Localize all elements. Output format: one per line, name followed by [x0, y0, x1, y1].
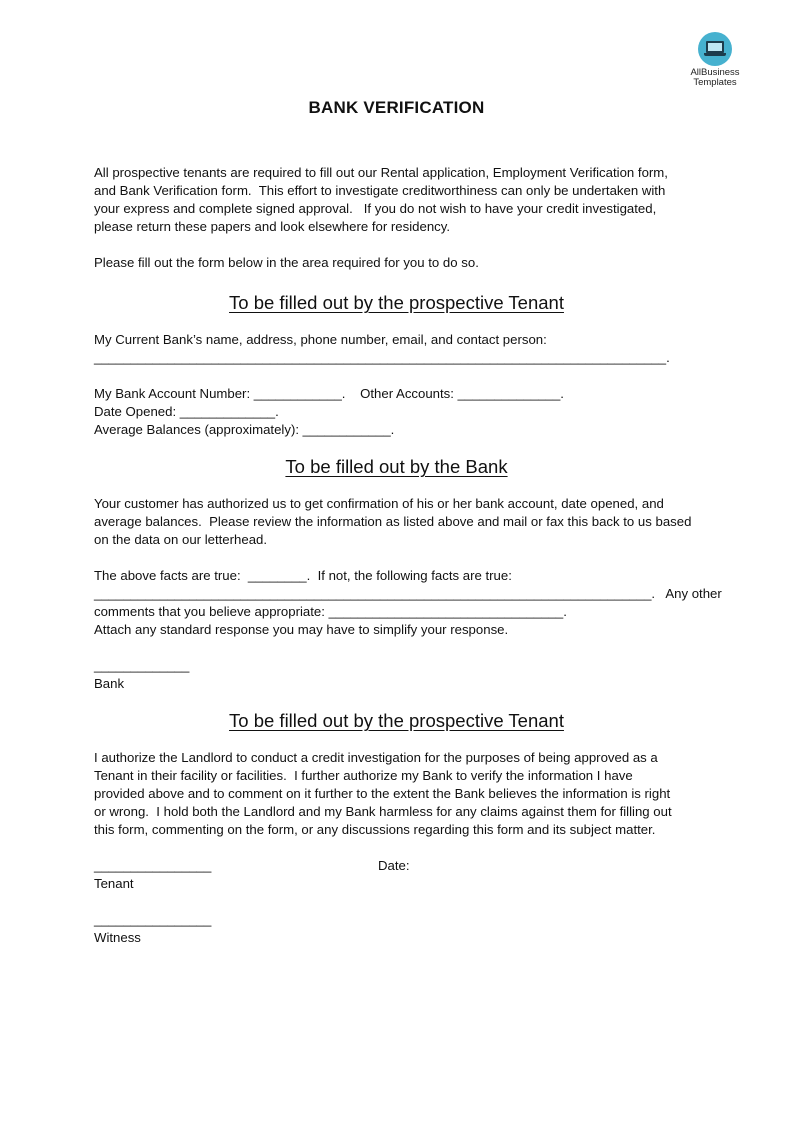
- instruction-text: Please fill out the form below in the area required for you to do so.: [94, 255, 479, 270]
- date-label: Date:: [378, 858, 410, 873]
- average-balance-field[interactable]: Average Balances (approximately): ____________.: [94, 422, 395, 437]
- bank-section-heading: To be filled out by the Bank: [285, 456, 508, 477]
- date-opened-field[interactable]: Date Opened: _____________.: [94, 404, 279, 419]
- document-body: [94, 164, 722, 947]
- authorization-paragraph: [94, 749, 699, 839]
- tenant-signature-row: [94, 857, 699, 875]
- bank-signature-label: Bank: [94, 676, 125, 691]
- comments-field[interactable]: comments that you believe appropriate: ________________________________.: [94, 604, 567, 619]
- facts-correction-field[interactable]: ____________________________________________________________________________. Any other: [94, 586, 722, 601]
- intro-line: and Bank Verification form. This effort to investigate creditworthiness can only be undertaken with: [94, 183, 666, 198]
- bank-text-line: Your customer has authorized us to get confirmation of his or her bank account, date opened, and: [94, 496, 664, 511]
- authorization-text-line: or wrong. I hold both the Landlord and my Bank harmless for any claims against them for filling out: [94, 804, 672, 819]
- authorization-text-line: I authorize the Landlord to conduct a credit investigation for the purposes of being approved as a: [94, 750, 658, 765]
- bank-section-paragraph: [94, 495, 699, 549]
- authorization-section-heading: To be filled out by the prospective Tenant: [229, 710, 564, 731]
- tenant-signature-field[interactable]: ________________: [94, 858, 212, 873]
- logo-line-2: Templates: [693, 77, 737, 88]
- facts-true-field[interactable]: The above facts are true: ________. If not, the following facts are true:: [94, 568, 512, 583]
- intro-line: your express and complete signed approval. If you do not wish to have your credit investigated,: [94, 201, 657, 216]
- bank-signature-field[interactable]: _____________: [94, 658, 190, 673]
- attach-response-note: Attach any standard response you may have to simplify your response.: [94, 622, 509, 637]
- bank-info-field[interactable]: ______________________________________________________________________________.: [94, 350, 670, 365]
- witness-signature-label: Witness: [94, 930, 141, 945]
- bank-info-label: My Current Bank’s name, address, phone number, email, and contact person:: [94, 332, 547, 347]
- intro-paragraph: [94, 164, 699, 236]
- bank-text-line: average balances. Please review the information as listed above and mail or fax this back to us based: [94, 514, 692, 529]
- logo-line-1: AllBusiness: [690, 67, 740, 78]
- account-number-field[interactable]: My Bank Account Number: ____________. Other Accounts: ______________.: [94, 386, 564, 401]
- document-title: BANK VERIFICATION: [308, 98, 485, 117]
- laptop-icon: [698, 32, 732, 66]
- bank-text-line: on the data on our letterhead.: [94, 532, 268, 547]
- authorization-text-line: this form, commenting on the form, or any discussions regarding this form and its subject matter.: [94, 822, 656, 837]
- intro-line: All prospective tenants are required to fill out our Rental application, Employment Verification form,: [94, 165, 668, 180]
- logo-text: [684, 68, 746, 88]
- intro-line: please return these papers and look elsewhere for residency.: [94, 219, 451, 234]
- witness-signature-field[interactable]: ________________: [94, 912, 212, 927]
- authorization-text-line: Tenant in their facility or facilities. I further authorize my Bank to verify the information I have: [94, 768, 633, 783]
- authorization-text-line: provided above and to comment on it further to the extent the Bank believes the information is right: [94, 786, 671, 801]
- tenant-section-heading: To be filled out by the prospective Tenant: [229, 292, 564, 313]
- allbusiness-templates-logo: [684, 32, 746, 88]
- tenant-signature-label: Tenant: [94, 876, 134, 891]
